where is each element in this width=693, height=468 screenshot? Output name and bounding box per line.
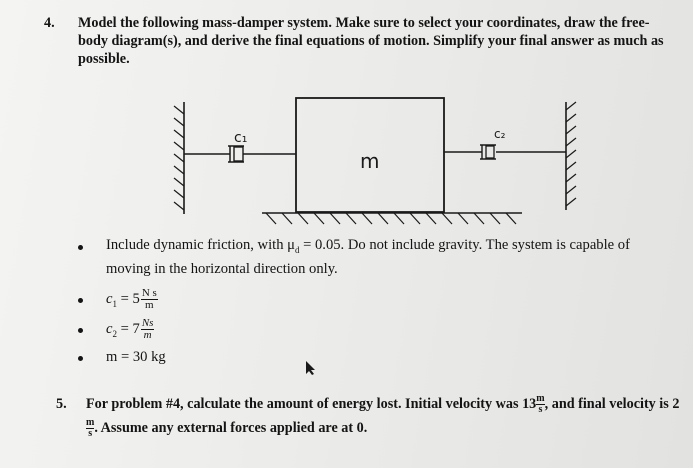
question-5-text-b: , and final velocity is 2 [544,396,680,412]
ground-hatch [266,213,516,224]
c1-unit-numerator: N s [141,287,157,299]
initial-velocity-unit [536,394,544,415]
c2-unit-denominator: m [143,329,152,341]
c2-unit-fraction [141,318,155,341]
bullet-dot [78,328,83,333]
c2-unit-numerator: Ns [141,317,154,329]
unit-denominator: s [88,428,93,440]
c2-value [106,318,676,344]
question-5-text-a: For problem #4, calculate the amount of energy lost. Initial velocity was 13 [86,396,537,412]
damper-1-cylinder [228,146,244,162]
mouse-pointer-icon [302,360,316,376]
c2-equals: = 7 [116,320,140,337]
question-5-text [86,392,686,440]
mass-label: m [360,149,380,173]
friction-subscript: d [294,244,300,255]
question-4-number: 4. [44,15,55,31]
c1-subscript: 1 [112,298,117,309]
c2-symbol: c [106,320,113,337]
question-4-text: Model the following mass-damper system. Make sure to select your coordinates, draw the free-body diagram(s), and derive the final equations of motion. Simplify your final answer as much as possible. [78,15,664,67]
question-5-text-c: . Assume any external forces applied are at 0. [94,420,368,436]
c1-unit-denominator: m [145,299,154,311]
damper-1-piston [234,147,243,161]
left-wall-hatch [174,106,184,210]
unit-denominator: s [538,404,543,416]
unit-numerator: m [536,393,545,405]
friction-text [106,236,676,279]
bullet-dot [78,298,83,303]
c2-subscript: 2 [112,328,117,339]
right-wall-hatch [566,102,576,206]
damper-2-piston [486,146,494,158]
c1-value [106,288,676,314]
bullet-dot [78,245,83,250]
question-5-number: 5. [56,396,67,412]
damper-2-label: c₂ [494,127,506,141]
unit-numerator: m [86,417,95,429]
mass-damper-diagram [170,92,590,232]
friction-text-b: = 0.05. Do not include gravity. The system is capable of moving in the horizontal direction only. [106,237,630,277]
damper-1-label: c₁ [234,130,248,146]
c1-unit-fraction [141,288,158,311]
c1-equals: = 5 [116,290,140,307]
mass-value: m = 30 kg [106,349,166,365]
bullet-dot [78,356,83,361]
c1-symbol: c [106,290,113,307]
friction-text-a: Include dynamic friction, with μ [106,237,295,253]
